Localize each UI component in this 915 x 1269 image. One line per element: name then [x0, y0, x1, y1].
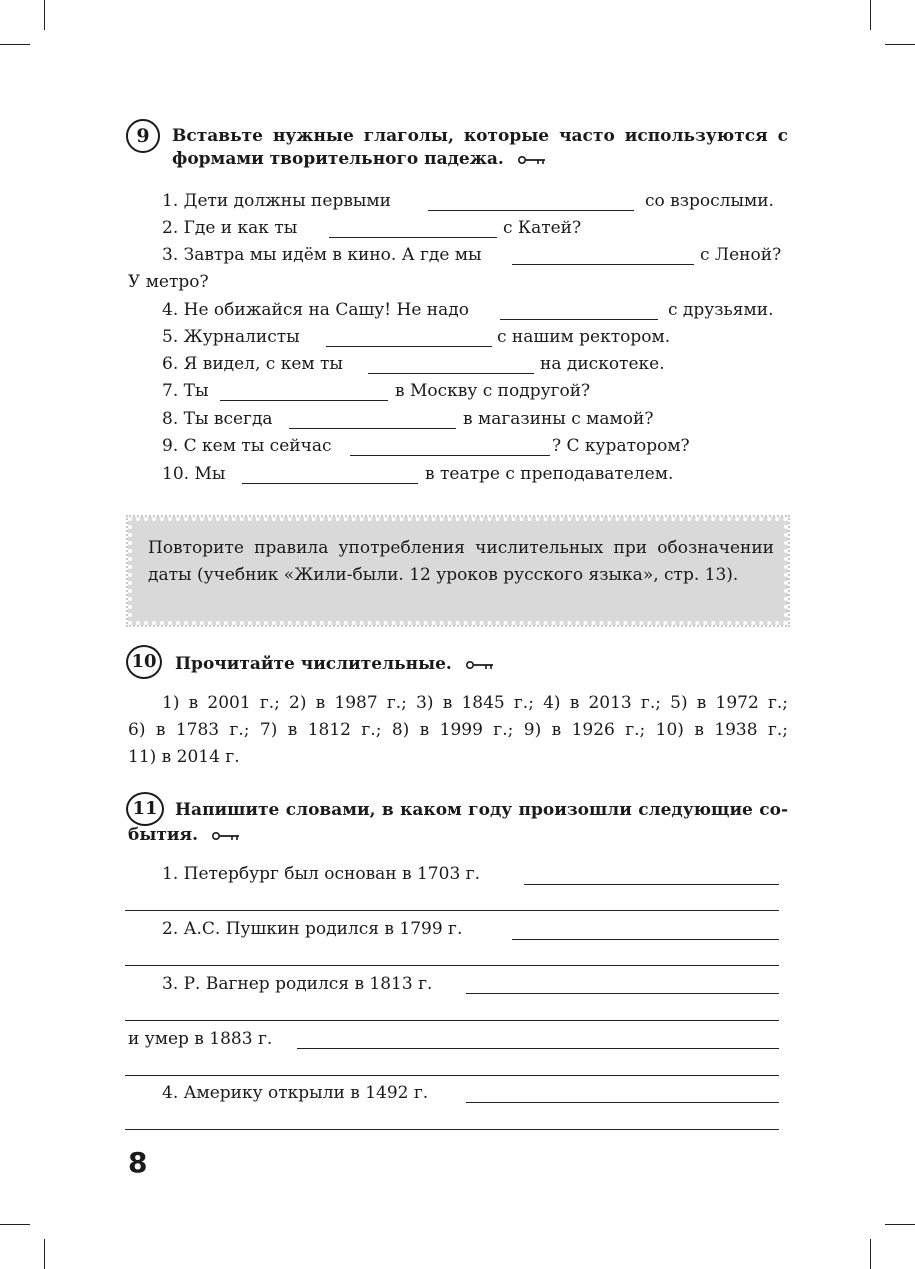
exercise-text: 6) в 1783 г.; 7) в 1812 г.; 8) в 1999 г.; 9) в 1926 г.; 10) в 1938 г.;	[128, 720, 788, 740]
crop-mark	[0, 1224, 30, 1225]
answer-blank[interactable]	[329, 237, 497, 238]
exercise-number: 11	[126, 792, 164, 826]
exercise-item: 7. Ты	[162, 381, 209, 401]
exercise-title	[175, 653, 494, 676]
exercise-item: в Москву с подругой?	[395, 381, 591, 401]
answer-blank[interactable]	[428, 210, 634, 211]
exercise-title	[172, 125, 788, 171]
answer-blank[interactable]	[125, 1075, 779, 1076]
exercise-item: ? С куратором?	[552, 436, 690, 456]
exercise-item: в магазины с мамой?	[463, 409, 654, 429]
key-icon	[518, 155, 546, 165]
exercise-item: и умер в 1883 г.	[128, 1029, 273, 1049]
answer-blank[interactable]	[125, 965, 779, 966]
crop-mark	[885, 44, 915, 45]
rule-note-box	[128, 517, 788, 625]
answer-blank[interactable]	[368, 373, 534, 374]
exercise-item: с Катей?	[503, 218, 582, 238]
crop-mark	[44, 1239, 45, 1269]
answer-blank[interactable]	[466, 1102, 779, 1103]
exercise-item: 9. С кем ты сейчас	[162, 436, 332, 456]
exercise-item: 2. А.С. Пушкин родился в 1799 г.	[162, 919, 463, 939]
exercise-item: 3. Р. Вагнер родился в 1813 г.	[162, 974, 433, 994]
exercise-item: в театре с преподавателем.	[425, 464, 674, 484]
answer-blank[interactable]	[512, 264, 694, 265]
exercise-item: с нашим ректором.	[497, 327, 671, 347]
exercise-item: 8. Ты всегда	[162, 409, 273, 429]
exercise-text: 1) в 2001 г.; 2) в 1987 г.; 3) в 1845 г.; 4) в 2013 г.; 5) в 1972 г.;	[162, 693, 788, 713]
exercise-item: У метро?	[128, 272, 209, 292]
exercise-item: 4. Не обижайся на Сашу! Не надо	[162, 300, 469, 320]
answer-blank[interactable]	[500, 319, 658, 320]
crop-mark	[0, 44, 30, 45]
answer-blank[interactable]	[125, 1129, 779, 1130]
exercise-item: 1. Дети должны первыми	[162, 191, 391, 211]
exercise-text: 11) в 2014 г.	[128, 747, 240, 767]
answer-blank[interactable]	[466, 993, 779, 994]
exercise-title-text: Прочитайте числительные.	[175, 654, 452, 674]
exercise-item: 1. Петербург был основан в 1703 г.	[162, 864, 480, 884]
answer-blank[interactable]	[289, 428, 456, 429]
exercise-item: с Леной?	[700, 245, 782, 265]
exercise-title-text: Напишите словами, в каком году произошли следующие со-	[175, 800, 788, 820]
exercise-item: 5. Журналисты	[162, 327, 300, 347]
answer-blank[interactable]	[125, 1020, 779, 1021]
rule-note-text: Повторите правила употребления числительных при обозначении даты (учебник «Жили-были. 12 уроков русского языка», стр. 13).	[148, 538, 774, 585]
answer-blank[interactable]	[242, 483, 418, 484]
exercise-item: 10. Мы	[162, 464, 226, 484]
exercise-title-text: Вставьте нужные глаголы, которые часто используются с формами творительного падежа.	[172, 126, 788, 169]
exercise-item: 2. Где и как ты	[162, 218, 298, 238]
exercise-item: со взрослыми.	[645, 191, 774, 211]
answer-blank[interactable]	[512, 939, 779, 940]
crop-mark	[44, 0, 45, 30]
answer-blank[interactable]	[524, 884, 779, 885]
exercise-number: 9	[126, 119, 160, 153]
crop-mark	[870, 1239, 871, 1269]
crop-mark	[870, 0, 871, 30]
answer-blank[interactable]	[297, 1048, 779, 1049]
exercise-item: на дискотеке.	[540, 354, 665, 374]
exercise-item: с друзьями.	[668, 300, 774, 320]
crop-mark	[885, 1224, 915, 1225]
exercise-title	[128, 824, 240, 847]
key-icon	[212, 831, 240, 841]
answer-blank[interactable]	[350, 455, 550, 456]
exercise-item: 3. Завтра мы идём в кино. А где мы	[162, 245, 482, 265]
exercise-number: 10	[126, 645, 162, 679]
exercise-item: 4. Америку открыли в 1492 г.	[162, 1083, 429, 1103]
page-number: 8	[128, 1146, 148, 1179]
answer-blank[interactable]	[220, 400, 388, 401]
exercise-title	[175, 799, 788, 822]
exercise-title-text: бытия.	[128, 825, 199, 845]
key-icon	[466, 660, 494, 670]
answer-blank[interactable]	[326, 346, 492, 347]
exercise-item: 6. Я видел, с кем ты	[162, 354, 343, 374]
answer-blank[interactable]	[125, 910, 779, 911]
